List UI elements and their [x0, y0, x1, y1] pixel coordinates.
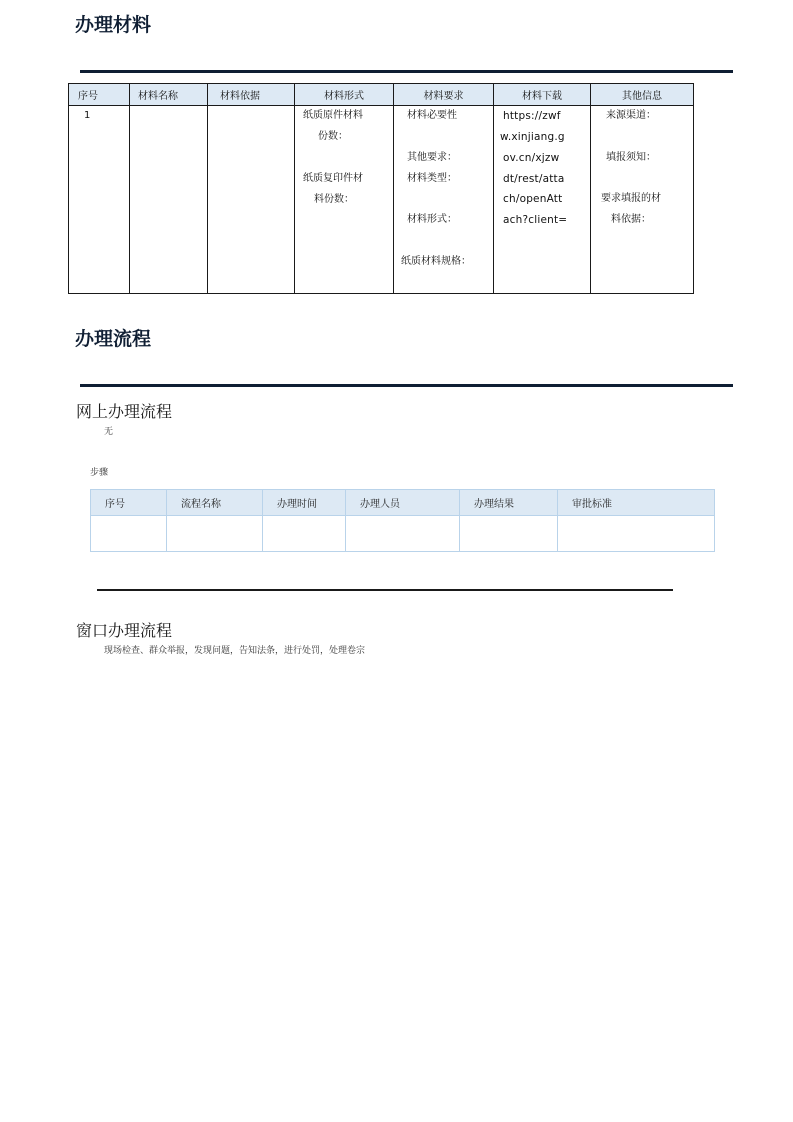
req-type: 材料类型： — [407, 173, 457, 184]
col-header-name: 材料名称 — [130, 84, 208, 106]
section-divider — [80, 384, 733, 387]
cell-index — [69, 106, 130, 294]
col-header-index: 序号 — [69, 84, 130, 106]
cell-name — [130, 106, 208, 294]
info-source: 来源渠道： — [606, 110, 656, 121]
section-divider — [80, 70, 733, 73]
req-spec: 纸质材料规格： — [401, 256, 471, 267]
steps-cell — [346, 516, 460, 552]
info-notice: 填报须知： — [606, 152, 656, 163]
cell-form — [295, 106, 394, 294]
process-section-title: 办理流程 — [75, 328, 152, 350]
steps-cell — [558, 516, 715, 552]
form-copy-count: 料份数： — [314, 194, 354, 205]
subsection-divider — [97, 589, 673, 591]
steps-col-result: 办理结果 — [460, 490, 558, 516]
materials-table — [68, 83, 694, 294]
download-link-line[interactable]: ach?client= — [503, 214, 568, 226]
materials-table-header-row — [69, 84, 694, 106]
download-link-line[interactable]: ov.cn/xjzw — [503, 152, 560, 164]
cell-download[interactable] — [494, 106, 591, 294]
form-copy-label: 纸质复印件材 — [303, 173, 363, 184]
steps-cell — [91, 516, 167, 552]
online-process-value: 无 — [104, 427, 114, 437]
materials-section-title: 办理材料 — [75, 14, 152, 36]
steps-col-index: 序号 — [91, 490, 167, 516]
steps-col-standard: 审批标准 — [558, 490, 715, 516]
steps-col-staff: 办理人员 — [346, 490, 460, 516]
online-process-title: 网上办理流程 — [76, 402, 173, 421]
table-row — [69, 106, 694, 294]
row-index: 1 — [84, 110, 91, 121]
req-other: 其他要求： — [407, 152, 457, 163]
steps-cell — [460, 516, 558, 552]
steps-col-name: 流程名称 — [167, 490, 263, 516]
download-link-line[interactable]: ch/openAtt — [503, 193, 563, 205]
cell-other-info — [591, 106, 694, 294]
window-process-title: 窗口办理流程 — [76, 621, 173, 640]
table-row — [91, 516, 715, 552]
steps-table-header-row — [91, 490, 715, 516]
download-link-line[interactable]: dt/rest/atta — [503, 173, 565, 185]
col-header-other-info: 其他信息 — [591, 84, 694, 106]
steps-cell — [167, 516, 263, 552]
cell-basis — [208, 106, 295, 294]
download-link[interactable] — [494, 106, 590, 293]
info-requirement: 要求填报的材 — [601, 193, 661, 204]
steps-col-time: 办理时间 — [263, 490, 346, 516]
col-header-basis: 材料依据 — [208, 84, 295, 106]
req-form: 材料形式： — [407, 214, 457, 225]
window-process-description: 现场检查、群众举报，发现问题，告知法条，进行处罚，处理卷宗 — [104, 646, 366, 656]
col-header-form: 材料形式 — [295, 84, 394, 106]
cell-requirements — [394, 106, 494, 294]
download-link-line[interactable]: w.xinjiang.g — [500, 131, 565, 143]
steps-table — [90, 489, 715, 552]
req-necessity: 材料必要性 — [407, 110, 457, 121]
form-original-count: 份数： — [318, 131, 348, 142]
col-header-download: 材料下载 — [494, 84, 591, 106]
col-header-requirements: 材料要求 — [394, 84, 494, 106]
form-original-label: 纸质原件材料 — [303, 110, 363, 121]
steps-cell — [263, 516, 346, 552]
info-basis: 料依据： — [611, 214, 651, 225]
steps-label: 步骤 — [90, 468, 109, 478]
download-link-line[interactable]: https://zwf — [503, 110, 561, 122]
